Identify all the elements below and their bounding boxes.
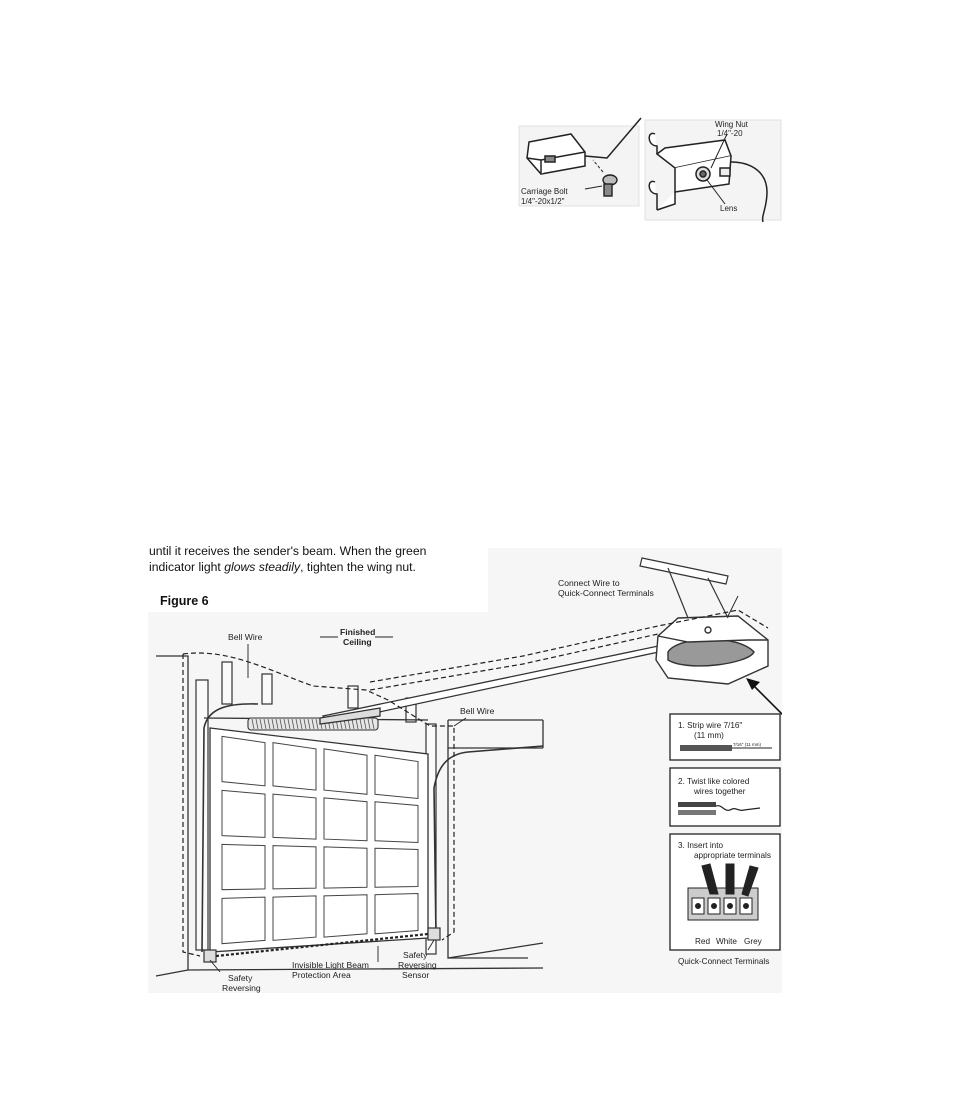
instruction-line-1: until it receives the sender's beam. When the green — [149, 544, 427, 558]
connect-wire-label-1: Connect Wire to — [558, 578, 620, 588]
step-3-text-2: appropriate terminals — [694, 851, 771, 860]
wing-nut-label: Wing Nut — [715, 120, 748, 129]
door-panel — [273, 846, 316, 889]
step-2-text-2: wires together — [694, 787, 746, 796]
quick-connect-caption: Quick-Connect Terminals — [678, 957, 770, 966]
figure-6-diagram — [148, 548, 782, 993]
door-panel — [375, 894, 418, 934]
bell-wire-label-left: Bell Wire — [228, 632, 263, 642]
door-panel — [222, 897, 265, 944]
door-panel — [324, 895, 367, 937]
instruction-line-2 — [149, 559, 469, 575]
step-1-box — [670, 714, 780, 760]
door-panel — [375, 802, 418, 843]
door-panel — [324, 798, 367, 841]
sensor-bracket-figure — [515, 112, 785, 224]
finished-ceiling-label-1: Finished — [340, 627, 376, 637]
step-1-text-2: (11 mm) — [694, 731, 724, 740]
instruction-line-2-end: , tighten the wing nut. — [300, 560, 416, 574]
figure-title: Figure 6 — [160, 594, 209, 608]
door-panel — [375, 755, 418, 798]
door-panel — [375, 848, 418, 887]
safety-reversing-right-1: Safety — [403, 950, 428, 960]
door-panel — [273, 896, 316, 940]
beam-label-2: Protection Area — [292, 970, 351, 980]
door-panel — [324, 749, 367, 794]
safety-reversing-left-1: Safety — [228, 973, 253, 983]
safety-reversing-right-3: Sensor — [402, 970, 430, 980]
carriage-bolt-label: Carriage Bolt — [521, 187, 568, 196]
connect-wire-label-2: Quick-Connect Terminals — [558, 588, 654, 598]
bell-wire-label-right: Bell Wire — [460, 706, 495, 716]
terminal-white-label: White — [716, 937, 737, 946]
step-2-box — [670, 768, 780, 826]
beam-label-1: Invisible Light Beam — [292, 960, 369, 970]
wing-nut-size: 1/4"-20 — [717, 129, 743, 138]
door-panel — [222, 844, 265, 889]
step-3-text-1: 3. Insert into — [678, 841, 724, 850]
opener-unit — [656, 616, 768, 684]
step-1-measure: 7/16" (11 mm) — [733, 742, 762, 747]
door-panel — [273, 794, 316, 839]
step-2-text-1: 2. Twist like colored — [678, 777, 750, 786]
finished-ceiling-label-2: Ceiling — [343, 637, 372, 647]
door-panel — [222, 736, 265, 786]
instruction-emphasis: glows steadily — [224, 560, 301, 574]
safety-sensor-right-icon — [428, 928, 440, 940]
safety-reversing-left-2: Reversing — [222, 983, 261, 993]
door-panel — [324, 847, 367, 888]
safety-reversing-right-2: Reversing — [398, 960, 437, 970]
terminal-grey-label: Grey — [744, 937, 762, 946]
door-panel — [222, 790, 265, 837]
instruction-text — [149, 543, 469, 575]
step-1-text-1: 1. Strip wire 7/16" — [678, 721, 743, 730]
instruction-line-2-start: indicator light — [149, 560, 225, 574]
terminal-red-label: Red — [695, 937, 711, 946]
step-3-box — [670, 834, 780, 950]
door-panel — [273, 743, 316, 790]
carriage-bolt-size: 1/4"-20x1/2" — [521, 197, 565, 206]
lens-label: Lens — [720, 204, 738, 213]
